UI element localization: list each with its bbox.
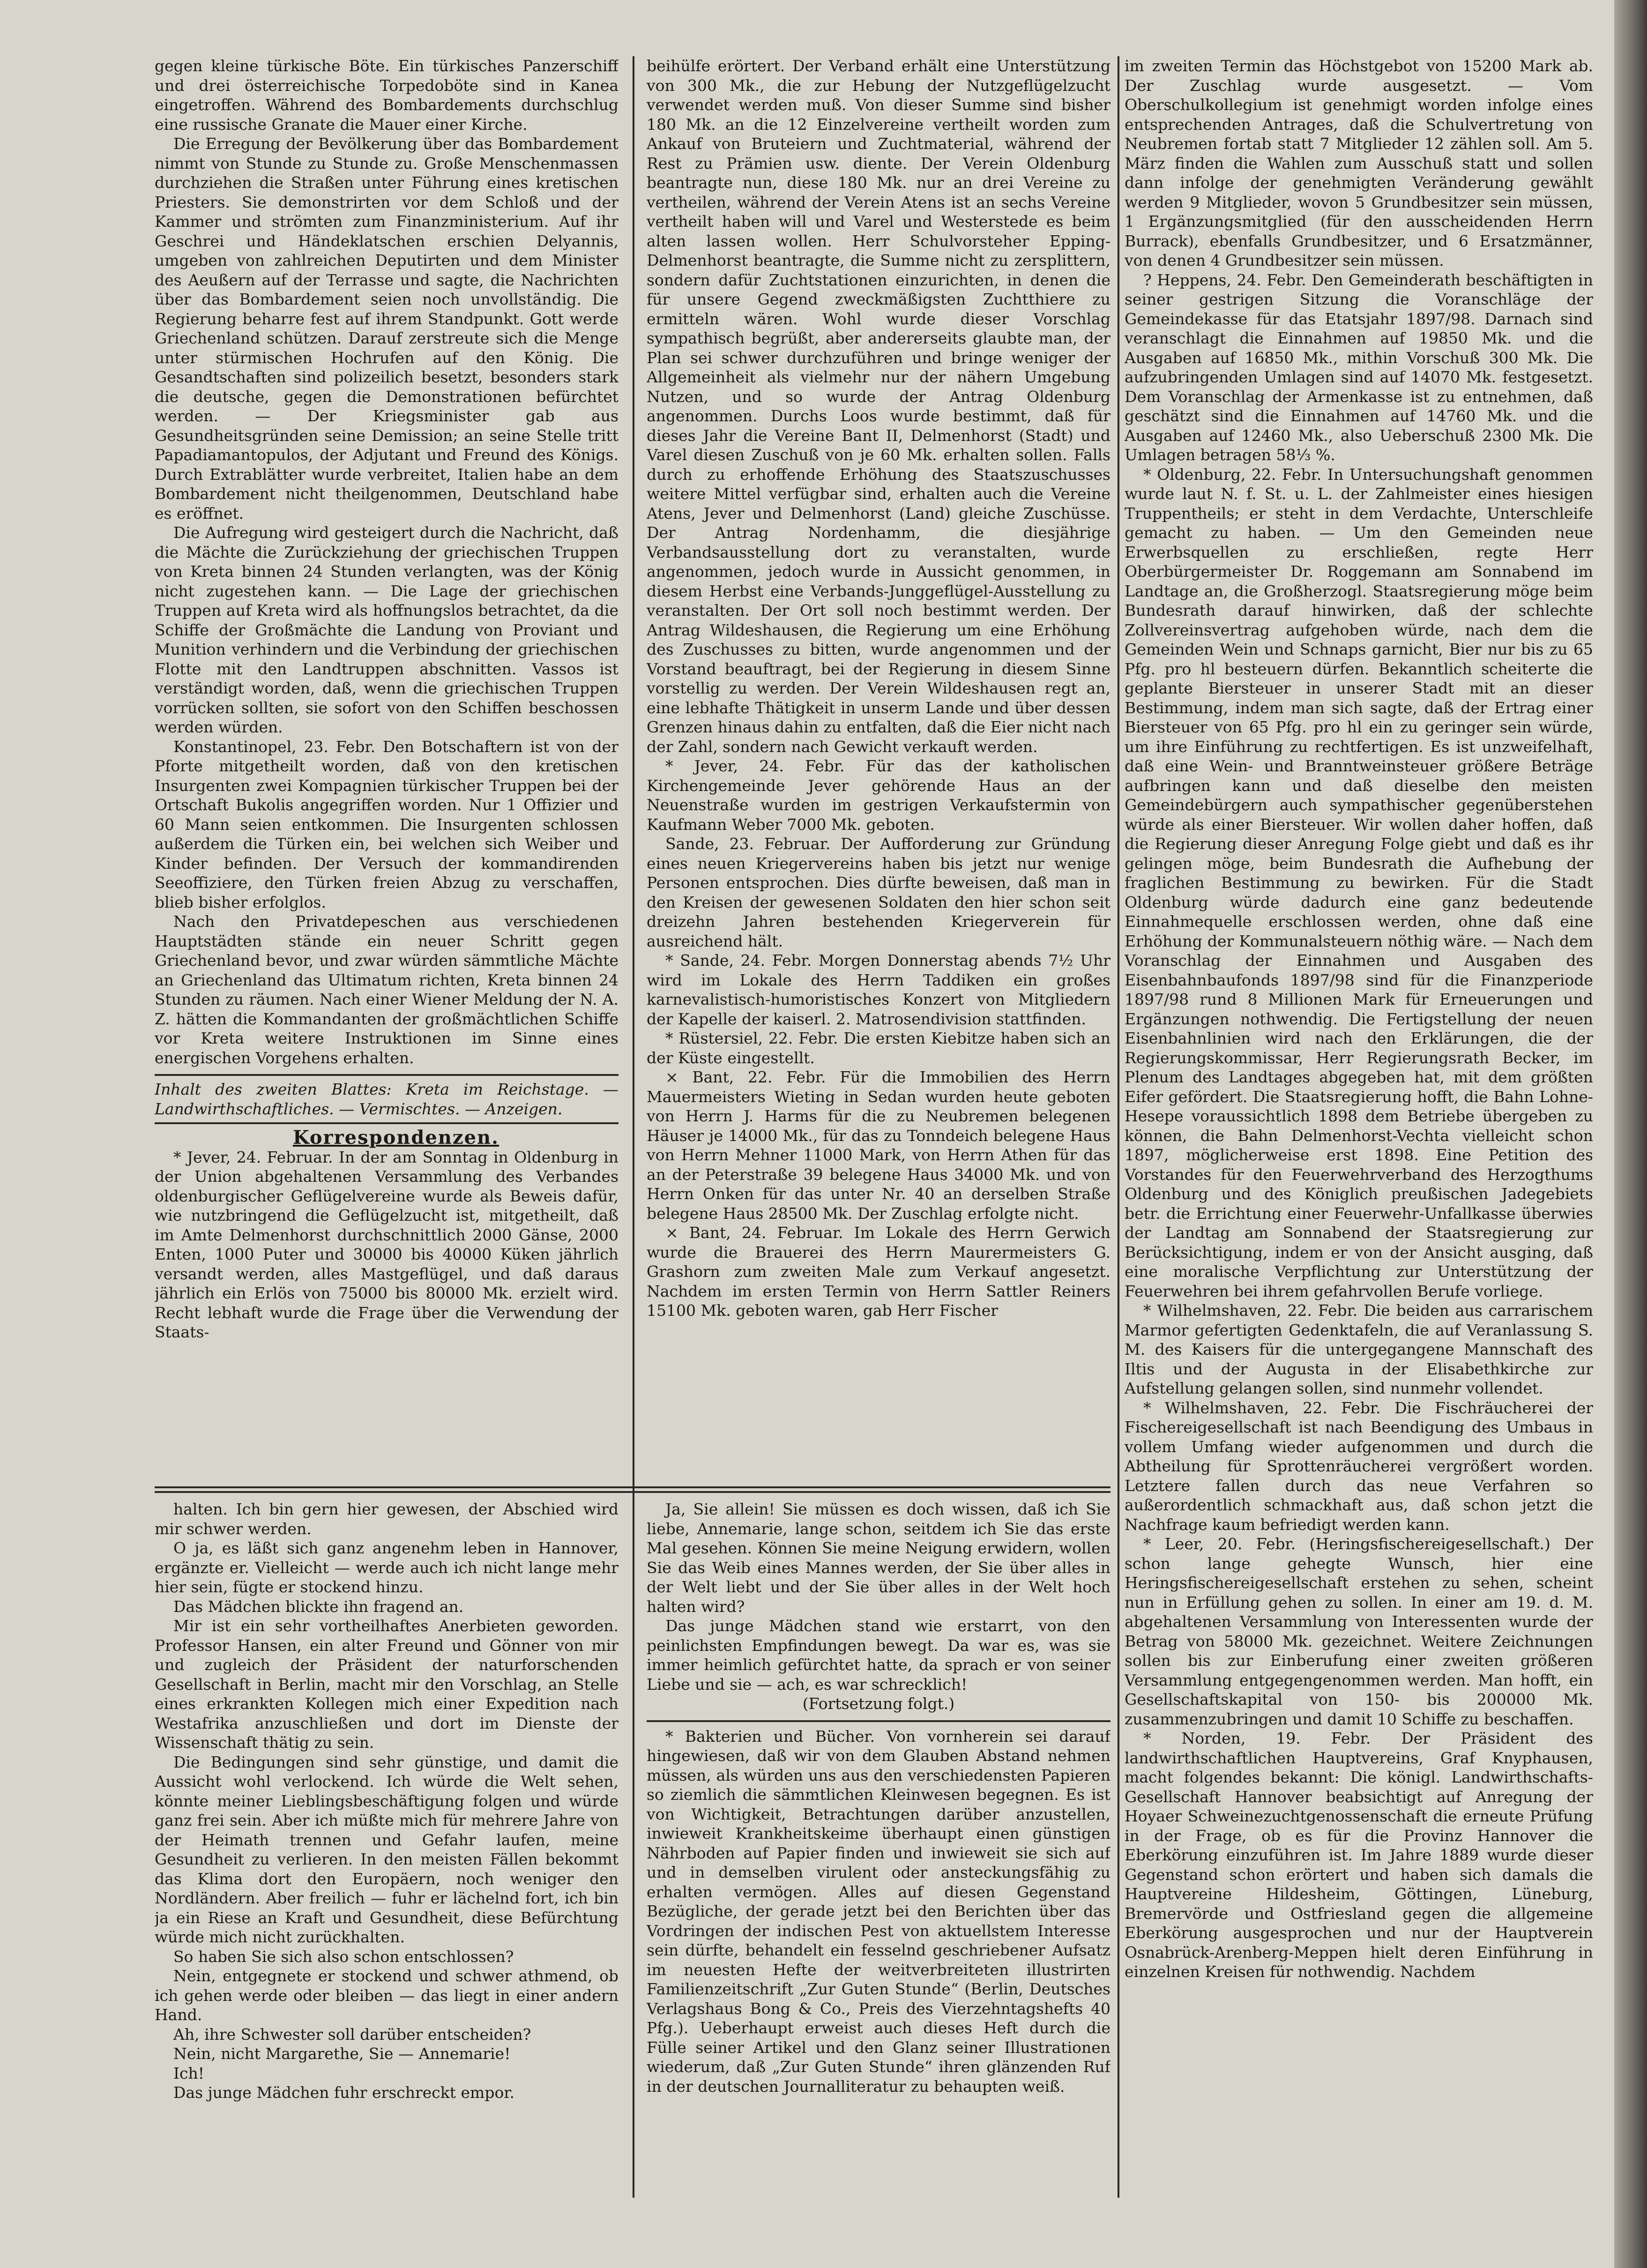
- section-heading-korrespondenzen: Korrespondenzen.: [292, 1127, 499, 1149]
- paragraph: Das junge Mädchen stand wie erstarrt, von den peinlichsten Empfindungen bewegt. Da war es, was sie immer heimlich gefürchtet hatte, da sprach er von seiner Liebe und sie — ach, es war schrecklich!: [647, 1617, 1110, 1694]
- feuilleton-column-2: [647, 1500, 1110, 2202]
- paragraph: beihülfe erörtert. Der Verband erhält eine Unterstützung von 300 Mk., die zur Hebung der Nutzgeflügelzucht verwendet werden muß. Von dieser Summe sind bisher 180 Mk. an die 12 Einzelvereine vertheilt worden zum Ankauf von Bruteiern und Zuchtmaterial, während der Rest zu Prämien usw. diente. Der Verein Oldenburg beantragte nun, diese 180 Mk. nur an drei Vereine zu vertheilen, während der Verein Atens ist an sechs Vereine vertheilt haben will und Varel und Westerstede es beim alten lassen wollen. Herr Schulvorsteher Epping-Delmenhorst beantragte, die Summe nicht zu zersplittern, sondern dafür Zuchtstationen einzurichten, in denen die für unsere Gegend zweckmäßigsten Zuchtthiere zu ermitteln wären. Wohl wurde dieser Vorschlag sympathisch begrüßt, aber andererseits glaubte man, der Plan sei schwer durchzuführen und bringe weniger der Allgemeinheit als vielmehr nur der nähern Umgebung Nutzen, und so wurde der Antrag Oldenburg angenommen. Durchs Loos wurde bestimmt, daß für dieses Jahr die Vereine Bant II, Delmenhorst (Stadt) und Varel diesen Zuschuß von je 60 Mk. erhalten sollen. Falls durch zu erhoffende Erhöhung des Staatszuschusses weitere Mittel verfügbar sind, erhalten auch die Vereine Atens, Jever und Delmenhorst (Land) gleiche Zuschüsse. Der Antrag Nordenhamm, die diesjährige Verbandsausstellung dort zu veranstalten, wurde angenommen, jedoch wurde in Aussicht genommen, in diesem Herbst eine Verbands-Junggeflügel-Ausstellung zu veranstalten. Der Ort soll noch bestimmt werden. Der Antrag Wildeshausen, die Regierung um eine Erhöhung des Zuschusses zu bitten, wurde angenommen und der Vorstand beauftragt, bei der Regierung in diesem Sinne vorstellig zu werden. Der Verein Wildeshausen regt an, eine lebhafte Thätigkeit in unserm Lande und über dessen Grenzen hinaus dahin zu entfalten, daß die Eier nicht nach der Zahl, sondern nach Gewicht verkauft werden.: [647, 57, 1110, 756]
- paragraph: Nein, nicht Margarethe, Sie — Annemarie!: [173, 2044, 511, 2063]
- column-rule: [1118, 56, 1119, 2198]
- paragraph: * Sande, 24. Febr. Morgen Donnerstag abends 7½ Uhr wird im Lokale des Herrn Taddiken ein großes karnevalistisch-humoristisches Konzert von Mitgliedern der Kapelle der kaiserl. 2. Matrosendivision stattfinden.: [647, 951, 1110, 1028]
- column-3: [1125, 56, 1593, 2249]
- feuilleton-column-1: [155, 1500, 619, 2202]
- paragraph: Das Mädchen blickte ihn fragend an.: [173, 1597, 464, 1616]
- paragraph: Das junge Mädchen fuhr erschreckt empor.: [173, 2083, 514, 2102]
- paragraph: * Bakterien und Bücher. Von vornherein sei darauf hingewiesen, daß wir von dem Glauben Abstand nehmen müssen, als würden uns aus den verschiedensten Papieren so ziemlich die sämmtlichen Kleinwesen begegnen. Es ist von Wichtigkeit, Betrachtungen darüber anzustellen, inwieweit Krankheitskeime überhaupt einen günstigen Nährboden auf Papier finden und inwieweit sie sich auf und in demselben virulent oder ansteckungsfähig zu erhalten vermögen. Alles auf diesen Gegenstand Bezügliche, der gerade jetzt bei den Berichten über das Vordringen der indischen Pest von aktuellstem Interesse sein dürfte, behandelt ein fesselnd geschriebener Aufsatz im neuesten Hefte der weitverbreiteten illustrirten Familienzeitschrift „Zur Guten Stunde“ (Berlin, Deutsches Verlagshaus Bong & Co., Preis des Vierzehntagshefts 40 Pfg.). Ueberhaupt erweist auch dieses Heft durch die Fülle seiner Artikel und den Glanz seiner Illustrationen wiederum, daß „Zur Guten Stunde“ ihren glänzenden Ruf in der deutschen Journalliteratur zu behaupten weiß.: [647, 1727, 1110, 2096]
- paragraph: * Wilhelmshaven, 22. Febr. Die Fischräucherei der Fischereigesellschaft ist nach Beendigung des Umbaus in vollem Umfang wieder aufgenommen und durch die Abtheilung für Sprottenräucherei vergrößert worden. Letztere fallen durch das neue Verfahren so außerordentlich schmackhaft aus, daß schon jetzt die Nachfrage kaum befriedigt werden kann.: [1125, 1398, 1593, 1534]
- paragraph: im zweiten Termin das Höchstgebot von 15200 Mark ab. Der Zuschlag wurde ausgesetzt. — Vom Oberschulkollegium ist genehmigt worden infolge eines entsprechenden Antrages, daß die Schulvertretung von Neubremen fortab statt 7 Mitglieder 12 zählen soll. Am 5. März finden die Wahlen zum Ausschuß statt und sollen dann infolge der genehmigten Veränderung gewählt werden 9 Mitglieder, wovon 5 Grundbesitzer sein müssen, 1 Ergänzungsmitglied (für den ausscheidenden Herrn Burrack), ebenfalls Grundbesitzer, und 6 Ersatzmänner, von denen 4 Grundbesitzer sein müssen.: [1125, 57, 1593, 269]
- paragraph: halten. Ich bin gern hier gewesen, der Abschied wird mir schwer werden.: [155, 1500, 619, 1538]
- paragraph: Die Erregung der Bevölkerung über das Bombardement nimmt von Stunde zu Stunde zu. Große Menschenmassen durchziehen die Straßen unter Führung eines kretischen Priesters. Sie demonstrirten vor dem Schloß und der Kammer und strömten zum Finanzministerium. Auf ihr Geschrei und Händeklatschen erschien Delyannis, umgeben von zahlreichen Deputirten und dem Minister des Aeußern auf der Terrasse und sagte, die Nachrichten über das Bombardement seien noch unvollständig. Die Regierung beharre fest auf ihrem Standpunkt. Gott werde Griechenland schützen. Darauf zerstreute sich die Menge unter stürmischen Hochrufen auf den König. Die Gesandtschaften sind polizeilich besetzt, besonders stark die deutsche, gegen die Demonstrationen befürchtet werden. — Der Kriegsminister gab aus Gesundheitsgründen seine Demission; an seine Stelle tritt Papadiamantopulos, der Adjutant und Freund des Königs. Durch Extrablätter wurde verbreitet, Italien habe an dem Bombardement nicht theilgenommen, Deutschland habe es eröffnet.: [155, 134, 619, 522]
- paragraph: So haben Sie sich also schon entschlossen?: [173, 1947, 514, 1966]
- paragraph: Ah, ihre Schwester soll darüber entscheiden?: [173, 2025, 531, 2044]
- paragraph: * Jever, 24. Februar. In der am Sonntag in Oldenburg in der Union abgehaltenen Versammlung des Verbandes oldenburgischer Geflügelvereine wurde als Beweis dafür, wie nutzbringend die Geflügelzucht ist, mitgetheilt, daß im Amte Delmenhorst durchschnittlich 2000 Gänse, 2000 Enten, 1000 Puter und 30000 bis 40000 Küken jährlich versandt werden, alles Mastgeflügel, und daß daraus jährlich ein Erlös von 75000 bis 80000 Mk. erzielt wird. Recht lebhaft wurde die Frage über die Verwendung der Staats-: [155, 1148, 619, 1341]
- column-1: [155, 56, 619, 1342]
- paragraph: O ja, es läßt sich ganz angenehm leben in Hannover, ergänzte er. Vielleicht — werde auch ich nicht lange mehr hier sein, fügte er stockend hinzu.: [155, 1539, 619, 1596]
- paragraph: Die Bedingungen sind sehr günstige, und damit die Aussicht wohl verlockend. Ich würde die Welt sehen, könnte meiner Lieblingsbeschäftigung folgen und würde ganz frei sein. Aber ich müßte mich für mehrere Jahre von der Heimath trennen und Gefahr laufen, meine Gesundheit zu verlieren. In den meisten Fällen bekommt das Klima dort den Europäern, noch weniger den Nordländern. Aber freilich — fuhr er lächelnd fort, ich bin ja ein Riese an Kraft und Gesundheit, diese Befürchtung würde mich nicht zurückhalten.: [155, 1753, 619, 1946]
- paragraph: Konstantinopel, 23. Febr. Den Botschaftern ist von der Pforte mitgetheilt worden, daß von den kretischen Insurgenten zwei Kompagnien türkischer Truppen bei der Ortschaft Bukolis angegriffen worden. Nur 1 Offizier und 60 Mann seien entkommen. Die Insurgenten schlossen außerdem die Türken ein, bei welchen sich Weiber und Kinder befinden. Der Versuch der kommandirenden Seeoffiziere, den Türken freien Abzug zu verschaffen, blieb bisher erfolglos.: [155, 737, 619, 911]
- feuilleton-rule: [155, 1486, 1110, 1488]
- paragraph: * Jever, 24. Febr. Für das der katholischen Kirchengemeinde Jever gehörende Haus an der Neuenstraße wurden im gestrigen Verkaufstermin von Kaufmann Weber 7000 Mk. geboten.: [647, 757, 1110, 834]
- paragraph: × Bant, 24. Februar. Im Lokale des Herrn Gerwich wurde die Brauerei des Herrn Maurermeisters G. Grashorn zum zweiten Male zum Verkauf angesetzt. Nachdem im ersten Termin von Herrn Sattler Reiners 15100 Mk. geboten waren, gab Herr Fischer: [647, 1224, 1110, 1320]
- page-binding-edge: [1614, 0, 1647, 2268]
- column-rule: [633, 56, 634, 2198]
- paragraph: Mir ist ein sehr vortheilhaftes Anerbieten geworden. Professor Hansen, ein alter Freund und Gönner von mir und zugleich der Präsident der naturforschenden Gesellschaft in Berlin, macht mir den Vorschlag, an Stelle eines erkrankten Kollegen mich einer Expedition nach Westafrika anzuschließen und dort im Dienste der Wissenschaft thätig zu sein.: [155, 1617, 619, 1752]
- paragraph: Sande, 23. Februar. Der Aufforderung zur Gründung eines neuen Kriegervereins haben bis jetzt nur wenige Personen entsprochen. Dies dürfte beweisen, daß man in den Kreisen der gewesenen Soldaten den hier schon seit dreizehn Jahren bestehenden Kriegerverein für ausreichend hält.: [647, 835, 1110, 950]
- continuation-note: (Fortsetzung folgt.): [802, 1694, 955, 1713]
- divider: [647, 1720, 1110, 1722]
- paragraph: * Rüstersiel, 22. Febr. Die ersten Kiebitze haben sich an der Küste eingestellt.: [647, 1029, 1110, 1067]
- paragraph: ? Heppens, 24. Febr. Den Gemeinderath beschäftigten in seiner gestrigen Sitzung die Voranschläge der Gemeindekasse für das Etatsjahr 1897/98. Darnach sind veranschlagt die Einnahmen auf 19850 Mk. und die Ausgaben auf 16850 Mk., mithin Vorschuß 300 Mk. Die aufzubringenden Umlagen sind auf 14070 Mk. festgesetzt. Dem Voranschlag der Armenkasse ist zu entnehmen, daß geschätzt sind die Einnahmen auf 14760 Mk. und die Ausgaben auf 12460 Mk., also Ueberschuß 2300 Mk. Die Umlagen betragen 58⅓ %.: [1125, 270, 1593, 464]
- paragraph: * Oldenburg, 22. Febr. In Untersuchungshaft genommen wurde laut N. f. St. u. L. der Zahlmeister eines hiesigen Truppentheils; er steht in dem Verdachte, Unterschleife gemacht zu haben. — Um den Gemeinden neue Erwerbsquellen zu erschließen, regte Herr Oberbürgermeister Dr. Roggemann am Sonnabend im Landtage an, die Großherzogl. Staatsregierung möge beim Bundesrath darauf hinwirken, daß der schlechte Zollvereinsvertrag aufgehoben würde, nach dem die Gemeinden Wein und Schnaps garnicht, Bier nur bis zu 65 Pfg. pro hl besteuern dürfen. Bekanntlich scheiterte die geplante Biersteuer in unserer Stadt mit an dieser Bestimmung, indem man sich sagte, daß der Ertrag einer Biersteuer von 65 Pfg. pro hl ein zu geringer sein würde, um ihre Einführung zu rechtfertigen. Es ist unzweifelhaft, daß eine Wein- und Branntweinsteuer größere Beträge aufbringen kann und daß dieselbe den meisten Gemeindebürgern auch sympathischer gegenüberstehen würde als einer Biersteuer. Wir wollen daher hoffen, daß die Regierung dieser Anregung Folge giebt und daß es ihr gelingen möge, beim Bundesrath die Aufhebung der fraglichen Bestimmung zu bewirken. Für die Stadt Oldenburg würde dadurch eine ganz bedeutende Einnahmequelle erschlossen werden, ohne daß eine Erhöhung der Kommunalsteuern nöthig wäre. — Nach dem Voranschlag der Einnahmen und Ausgaben des Eisenbahnbaufonds 1897/98 sind für die Finanzperiode 1897/98 rund 8 Millionen Mark für Erneuerungen und Ergänzungen nothwendig. Die Fertigstellung der neuen Eisenbahnlinien wird nach den Erklärungen, die der Regierungskommissar, Herr Regierungsrath Becker, im Plenum des Landtages abgegeben hat, mit dem größten Eifer gefördert. Die Staatsregierung hofft, die Bahn Lohne-Hesepe voraussichtlich 1898 dem Betriebe übergeben zu können, die Bahn Delmenhorst-Vechta vielleicht schon 1897, möglicherweise erst 1898. Eine Petition des Vorstandes für den Feuerwehrverband des Herzogthums Oldenburg und des Königlich preußischen Jadegebiets betr. die Errichtung einer Feuerwehr-Unfallkasse überwies der Landtag am Sonnabend der Staatsregierung zur Berücksichtigung, indem er von der Ansicht ausging, daß eine moralische Verpflichtung zur Unterstützung der Feuerwehren bei ihrem gefahrvollen Berufe vorliege.: [1125, 465, 1593, 1300]
- divider: [155, 1122, 619, 1124]
- feuilleton-rule: [155, 1491, 1110, 1493]
- paragraph: × Bant, 22. Febr. Für die Immobilien des Herrn Mauermeisters Wieting in Sedan wurden heute geboten von Herrn J. Harms für die zu Neubremen belegenen Häuser je 14000 Mk., für das zu Tonndeich belegene Haus von Herrn Mehner 11000 Mark, von Herrn Athen für das an der Peterstraße 39 belegene Haus 34000 Mk. und von Herrn Onken für das unter Nr. 40 an derselben Straße belegene Haus 28500 Mk. Der Zuschlag erfolgte nicht.: [647, 1068, 1110, 1223]
- paragraph: Die Aufregung wird gesteigert durch die Nachricht, daß die Mächte die Zurückziehung der griechischen Truppen von Kreta binnen 24 Stunden verlangten, was der König nicht zugestehen kann. — Die Lage der griechischen Truppen auf Kreta wird als hoffnungslos betrachtet, da die Schiffe der Großmächte die Landung von Proviant und Munition verhindern und die Verbindung der griechischen Flotte mit den Landtruppen abschnitten. Vassos ist verständigt worden, daß, wenn die griechischen Truppen vorrücken sollten, sie sofort von den Schiffen beschossen werden würden.: [155, 523, 619, 736]
- paragraph: * Leer, 20. Febr. (Heringsfischereigesellschaft.) Der schon lange gehegte Wunsch, hier eine Heringsfischereigesellschaft erstehen zu sehen, scheint nun in Erfüllung gehen zu sollen. In einer am 19. d. M. abgehaltenen Versammlung von Interessenten wurde der Betrag von 58000 Mk. gezeichnet. Weitere Zeichnungen sollen bis zur Einberufung einer zweiten größeren Versammlung entgegengenommen werden. Man hofft, ein Gesellschaftskapital von 150- bis 200000 Mk. zusammenzubringen und damit 10 Schiffe zu beschaffen.: [1125, 1535, 1593, 1728]
- paragraph: Nach den Privatdepeschen aus verschiedenen Hauptstädten stände ein neuer Schritt gegen Griechenland bevor, und zwar würden sämmtliche Mächte an Griechenland das Ultimatum richten, Kreta binnen 24 Stunden zu räumen. Nach einer Wiener Meldung der N. A. Z. hätten die Kommandanten der großmächtlichen Schiffe vor Kreta weitere Instruktionen im Sinne eines energischen Vorgehens erhalten.: [155, 912, 619, 1067]
- paragraph: Ich!: [173, 2064, 205, 2082]
- paragraph: Ja, Sie allein! Sie müssen es doch wissen, daß ich Sie liebe, Annemarie, lange schon, seitdem ich Sie das erste Mal gesehen. Können Sie meine Neigung erwidern, wollen Sie das Weib eines Mannes werden, der Sie über alles in der Welt liebt und der Sie über alles in der Welt hoch halten wird?: [647, 1500, 1110, 1616]
- inhalt-note: Inhalt des zweiten Blattes: Kreta im Reichstage. — Landwirthschaftliches. — Vermischtes. — Anzeigen.: [155, 1080, 619, 1118]
- paragraph: * Norden, 19. Febr. Der Präsident des landwirthschaftlichen Hauptvereins, Graf Knyphausen, macht folgendes bekannt: Die königl. Landwirthschafts-Gesellschaft Hannover beabsichtigt auf Anregung der Hoyaer Schweinezuchtgenossenschaft die erneute Prüfung in der Frage, ob es für die Provinz Hannover die Eberkörung einzuführen ist. Im Jahre 1889 wurde dieser Gegenstand schon erörtert und haben sich damals die Hauptvereine Hildesheim, Göttingen, Lüneburg, Bremervörde und Ostfriesland gegen die allgemeine Eberkörung ausgesprochen und nur der Hauptverein Osnabrück-Arenberg-Meppen hielt deren Einführung in einzelnen Kreisen für nothwendig. Nachdem: [1125, 1729, 1593, 1981]
- paragraph: * Wilhelmshaven, 22. Febr. Die beiden aus carrarischem Marmor gefertigten Gedenktafeln, die auf Veranlassung S. M. des Kaisers für die untergegangene Mannschaft des Iltis und der Augusta in der Elisabethkirche zur Aufstellung gelangen sollen, sind nunmehr vollendet.: [1125, 1301, 1593, 1397]
- paragraph: gegen kleine türkische Böte. Ein türkisches Panzerschiff und drei österreichische Torpedoböte sind in Kanea eingetroffen. Während des Bombardements durchschlug eine russische Granate die Mauer einer Kirche.: [155, 57, 619, 134]
- divider: [155, 1074, 619, 1076]
- paragraph: Nein, entgegnete er stockend und schwer athmend, ob ich gehen werde oder bleiben — das liegt in einer andern Hand.: [155, 1967, 619, 2024]
- column-2: [647, 56, 1110, 1321]
